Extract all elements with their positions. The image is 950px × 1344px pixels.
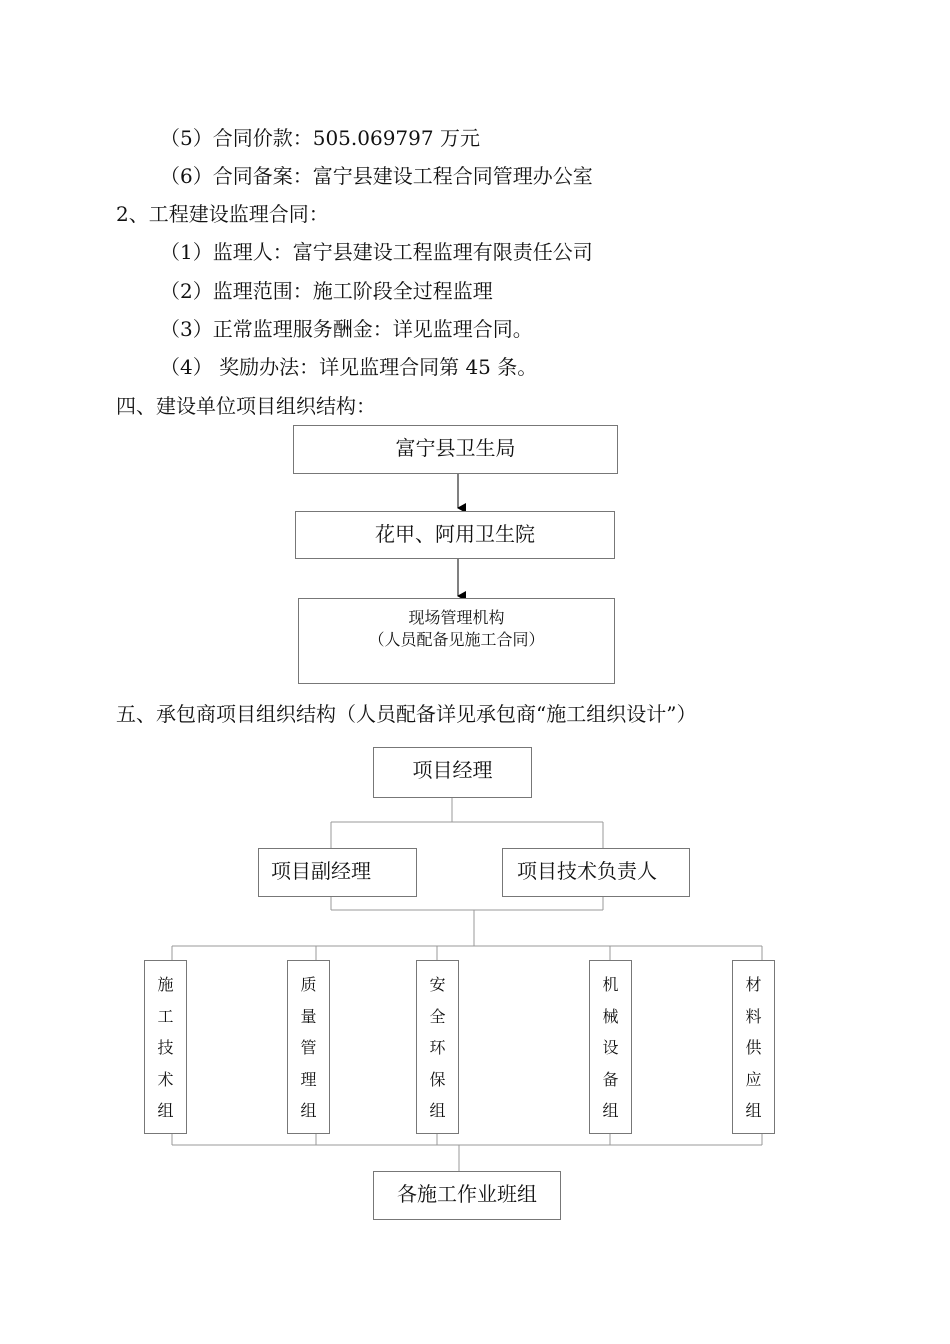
group-char: 料 xyxy=(745,1006,762,1026)
deputy-manager-label: 项目副经理 xyxy=(271,859,371,883)
group-char: 备 xyxy=(602,1069,619,1089)
supervisor-line: （1）监理人：富宁县建设工程监理有限责任公司 xyxy=(160,240,593,264)
tech-lead-label: 项目技术负责人 xyxy=(517,859,657,883)
group-char: 机 xyxy=(602,975,619,994)
group-char: 组 xyxy=(300,1101,317,1120)
section5-heading: 五、承包商项目组织结构（人员配备详见承包商“施工组织设计”） xyxy=(116,702,697,726)
work-teams-box xyxy=(373,1171,561,1220)
group-char: 理 xyxy=(300,1069,317,1089)
group-char: 量 xyxy=(300,1006,317,1026)
health-bureau-box xyxy=(293,425,618,474)
group-char: 环 xyxy=(429,1038,446,1057)
group-char: 组 xyxy=(157,1101,174,1120)
supervision-scope-line: （2）监理范围：施工阶段全过程监理 xyxy=(160,279,493,303)
health-bureau-label: 富宁县卫生局 xyxy=(395,436,516,460)
group-char: 组 xyxy=(602,1101,619,1120)
work-teams-label: 各施工作业班组 xyxy=(397,1182,537,1206)
group-char: 组 xyxy=(745,1101,762,1120)
group-char: 材 xyxy=(745,975,762,994)
group-char: 术 xyxy=(157,1069,174,1089)
group-char: 管 xyxy=(300,1038,317,1057)
group-char: 安 xyxy=(429,975,446,994)
supervision-heading: 2、工程建设监理合同： xyxy=(116,202,329,226)
group-box-safety xyxy=(416,960,459,1134)
project-manager-box xyxy=(373,747,532,798)
group-box-quality xyxy=(287,960,330,1134)
site-management-label: 现场管理机构 xyxy=(408,608,505,627)
contract-price-line: （5）合同价款：505.069797 万元 xyxy=(160,126,480,150)
group-char: 保 xyxy=(429,1069,446,1089)
section4-heading: 四、建设单位项目组织结构： xyxy=(116,394,376,418)
group-char: 设 xyxy=(602,1038,619,1057)
group-box-machinery xyxy=(589,960,632,1134)
group-char: 全 xyxy=(429,1006,446,1026)
group-char: 供 xyxy=(745,1038,762,1057)
group-box-construction-tech xyxy=(144,960,187,1134)
project-manager-label: 项目经理 xyxy=(412,758,493,782)
group-char: 质 xyxy=(300,975,317,994)
contract-filing-line: （6）合同备案：富宁县建设工程合同管理办公室 xyxy=(160,164,593,188)
group-char: 应 xyxy=(745,1069,762,1089)
site-management-note: （人员配备见施工合同） xyxy=(368,630,545,649)
group-char: 工 xyxy=(157,1006,174,1026)
incentive-line: （4） 奖励办法：详见监理合同第 45 条。 xyxy=(160,355,538,379)
group-char: 械 xyxy=(602,1006,619,1026)
group-char: 技 xyxy=(157,1038,174,1057)
hospitals-box xyxy=(295,511,615,559)
deputy-manager-box xyxy=(258,848,417,897)
supervision-fee-line: （3）正常监理服务酬金：详见监理合同。 xyxy=(160,317,533,341)
site-management-box xyxy=(298,598,615,684)
group-char: 施 xyxy=(157,975,174,994)
tech-lead-box xyxy=(502,848,690,897)
group-char: 组 xyxy=(429,1101,446,1120)
hospitals-label: 花甲、阿用卫生院 xyxy=(375,522,535,546)
group-box-materials xyxy=(732,960,775,1134)
